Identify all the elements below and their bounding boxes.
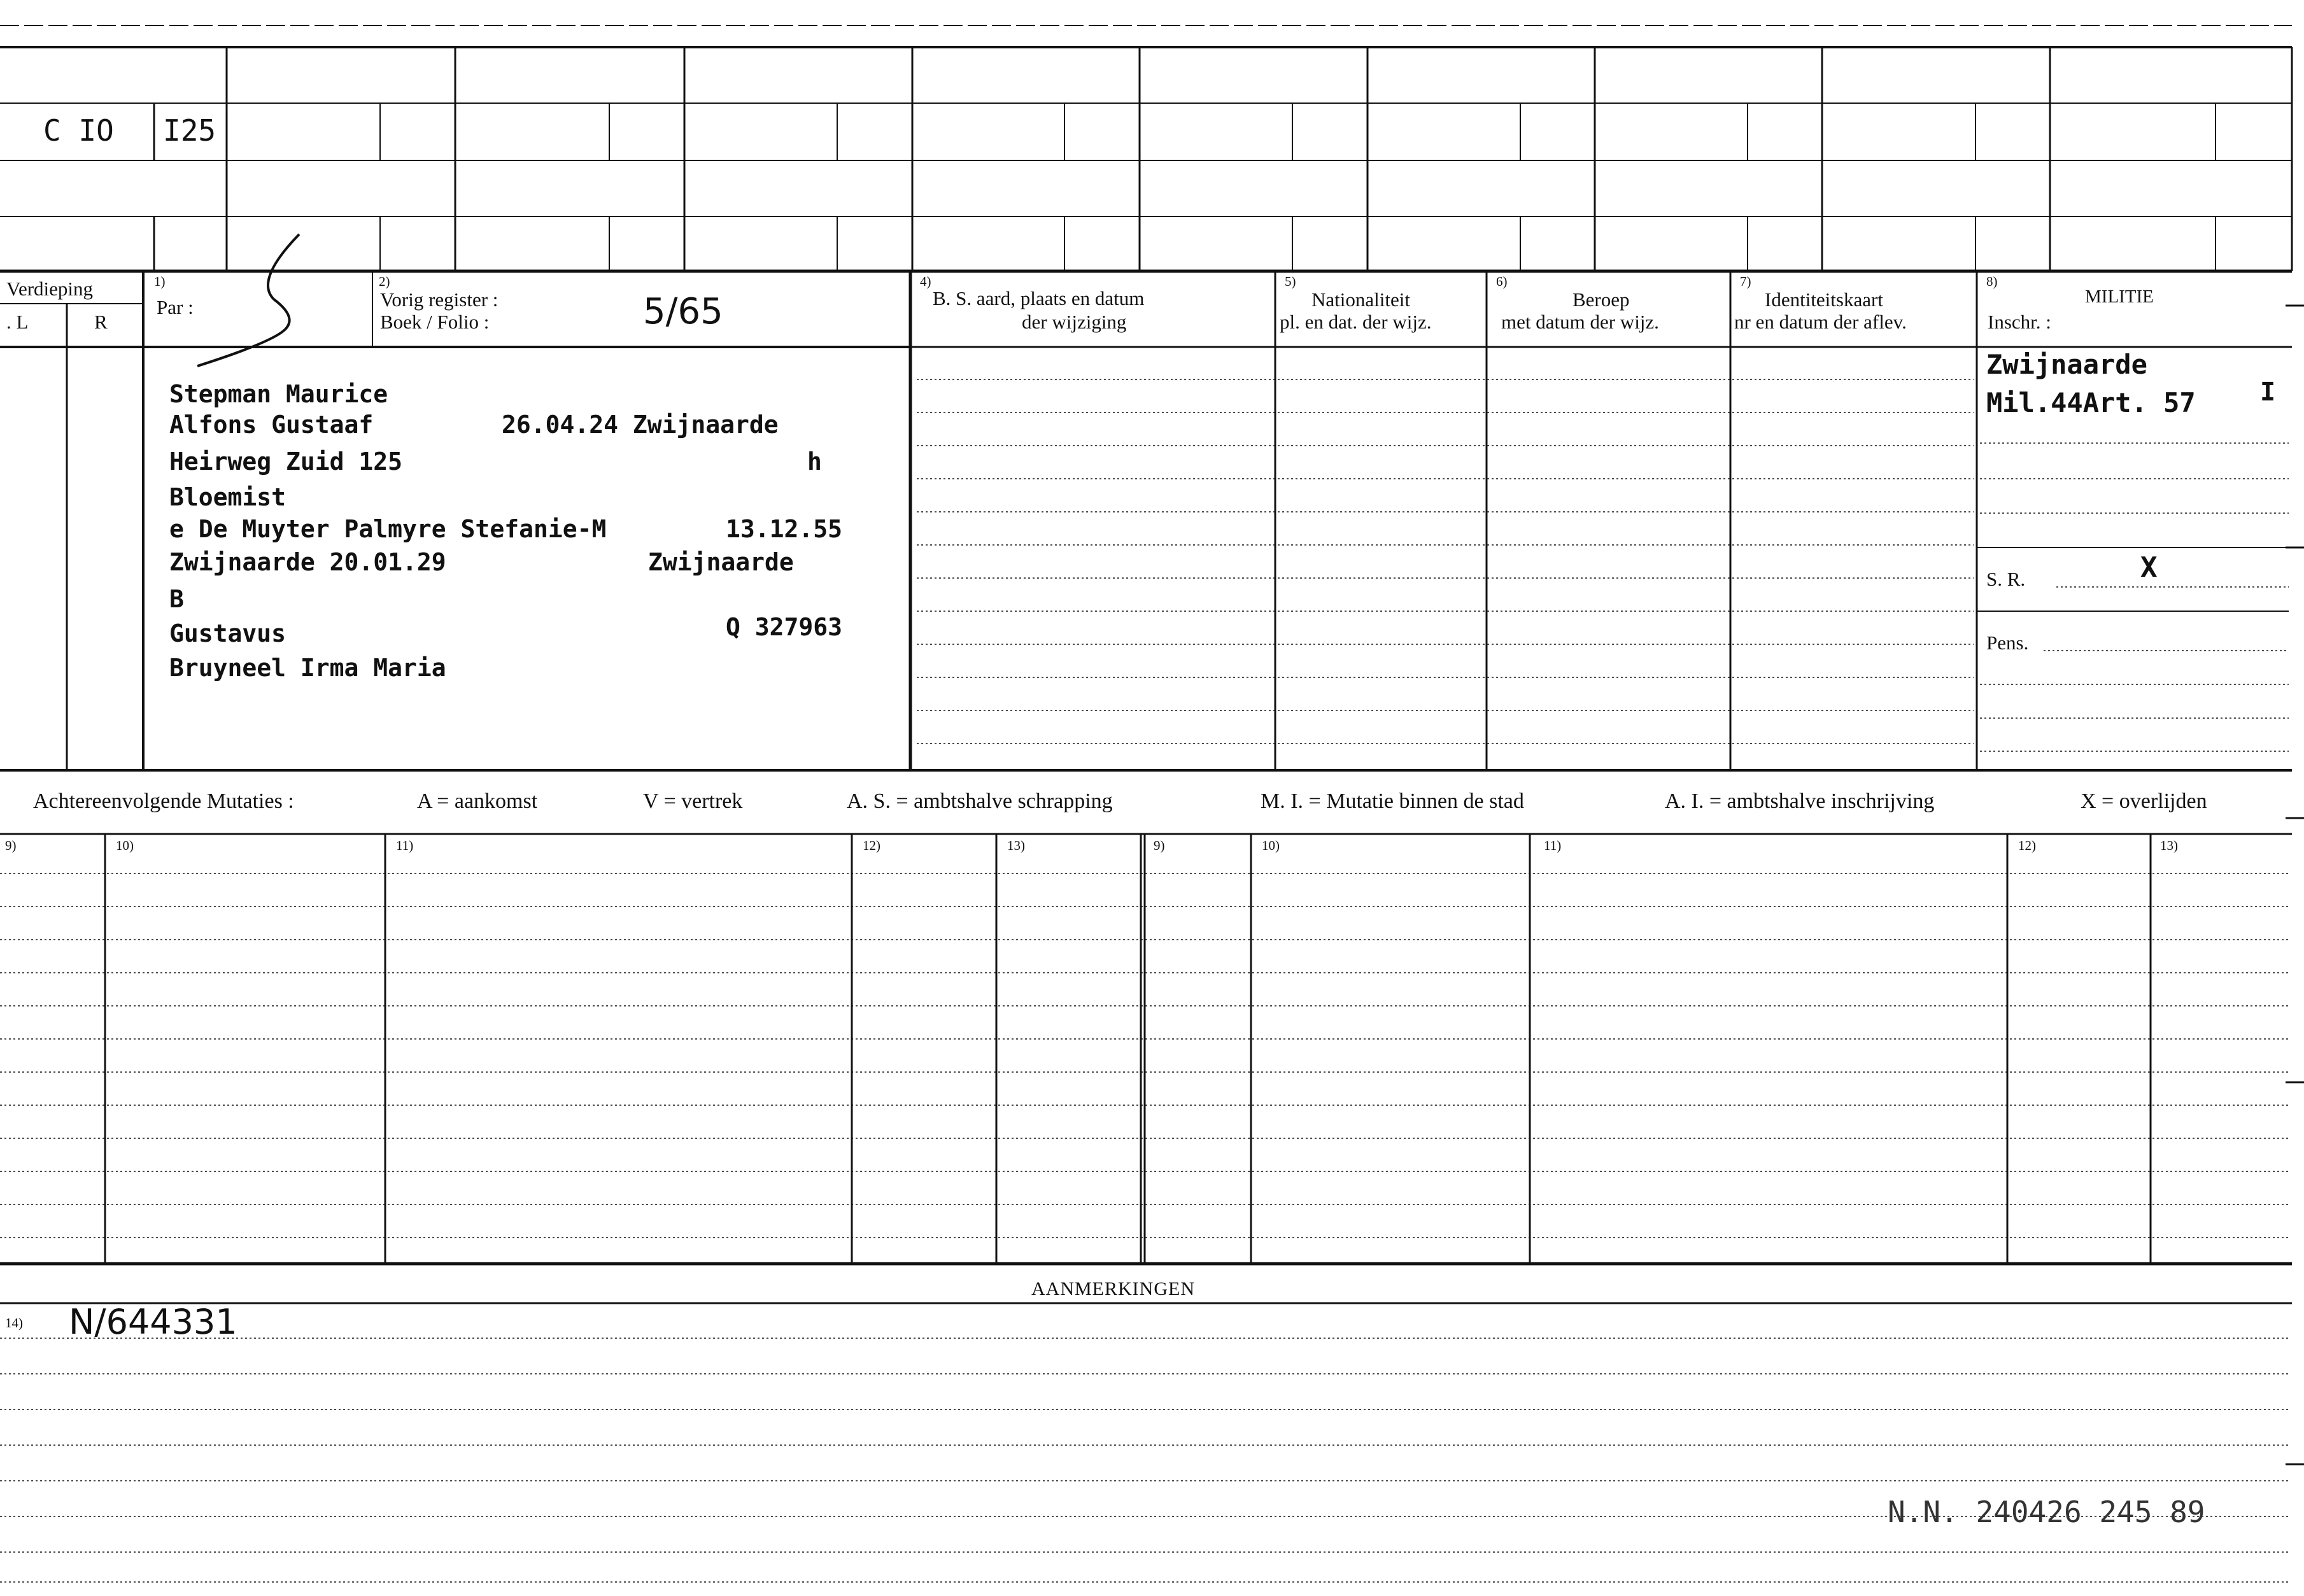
militie-reference: Mil.44Art. 57	[1986, 387, 2196, 418]
l-label: . L	[6, 311, 29, 333]
aanmerkingen-reference: N/644331	[69, 1302, 237, 1342]
sr-label: S. R.	[1986, 568, 2026, 590]
militie-header: MILITIE	[2085, 286, 2154, 307]
mutation-col-header: 10)	[116, 838, 134, 853]
par-label: Par :	[157, 296, 194, 318]
verdieping-label: Verdieping	[6, 278, 94, 300]
person-marriage-place: Zwijnaarde	[648, 548, 794, 576]
sr-mark: X	[2140, 551, 2158, 584]
legend-overlijden: X = overlijden	[2081, 789, 2207, 813]
col6-number: 6)	[1496, 274, 1508, 289]
col1-number: 1)	[154, 274, 166, 289]
r-label: R	[94, 311, 108, 333]
national-number: N.N. 240426 245 89	[1888, 1495, 2205, 1529]
person-id-number: Q 327963	[726, 613, 843, 641]
col5-number: 5)	[1285, 274, 1296, 289]
militie-roman: I	[2260, 378, 2276, 407]
col7-number: 7)	[1740, 274, 1751, 289]
index-number: I25	[163, 113, 216, 148]
col8-number: 8)	[1986, 274, 1998, 289]
person-spouse-birth: Zwijnaarde 20.01.29	[169, 548, 446, 576]
folio-value: 5/65	[643, 291, 723, 332]
bs-header-line1: B. S. aard, plaats en datum	[933, 287, 1145, 309]
person-mother: Bruyneel Irma Maria	[169, 654, 446, 682]
col4-number: 4)	[920, 274, 931, 289]
person-father: Gustavus	[169, 619, 286, 647]
person-nationality-code: B	[169, 585, 184, 613]
mutations-legend-title: Achtereenvolgende Mutaties :	[33, 789, 294, 813]
person-household-code: h	[807, 448, 822, 476]
col2-number: 2)	[379, 274, 390, 289]
mutation-col-header: 12)	[863, 838, 880, 853]
person-spouse: e De Muyter Palmyre Stefanie-M	[169, 515, 607, 543]
legend-ambtshalve-schrapping: A. S. = ambtshalve schrapping	[847, 789, 1113, 813]
person-address: Heirweg Zuid 125	[169, 448, 403, 476]
identiteitskaart-header-line1: Identiteitskaart	[1765, 288, 1883, 311]
identiteitskaart-header-line2: nr en datum der aflev.	[1734, 311, 1907, 333]
beroep-header-line1: Beroep	[1573, 288, 1630, 311]
mutation-col-header: 12)	[2018, 838, 2036, 853]
person-given-names: Alfons Gustaaf	[169, 411, 374, 439]
mutation-col-header: 13)	[1007, 838, 1025, 853]
legend-ambtshalve-inschrijving: A. I. = ambtshalve inschrijving	[1665, 789, 1935, 813]
bs-header-line2: der wijziging	[1022, 311, 1127, 333]
mutation-col-header: 13)	[2160, 838, 2178, 853]
mutation-col-header: 9)	[5, 838, 17, 853]
mutation-col-header: 11)	[396, 838, 414, 853]
aanmerkingen-number: 14)	[5, 1315, 23, 1331]
mutation-col-header: 10)	[1262, 838, 1280, 853]
inschr-label: Inschr. :	[1988, 311, 2051, 333]
legend-aankomst: A = aankomst	[417, 789, 538, 813]
person-occupation: Bloemist	[169, 483, 286, 511]
legend-vertrek: V = vertrek	[643, 789, 743, 813]
nationaliteit-header-line1: Nationaliteit	[1311, 288, 1410, 311]
person-surname-firstname: Stepman Maurice	[169, 380, 388, 408]
legend-mutatie-binnen-stad: M. I. = Mutatie binnen de stad	[1261, 789, 1524, 813]
nationaliteit-header-line2: pl. en dat. der wijz.	[1280, 311, 1432, 333]
pens-label: Pens.	[1986, 632, 2029, 654]
vorig-register-label: Vorig register :	[380, 288, 498, 311]
boek-folio-label: Boek / Folio :	[380, 311, 490, 333]
person-marriage-date: 13.12.55	[726, 515, 843, 543]
aanmerkingen-title: AANMERKINGEN	[1031, 1278, 1195, 1299]
person-birth-date-place: 26.04.24 Zwijnaarde	[502, 411, 779, 439]
mutation-col-header: 11)	[1544, 838, 1562, 853]
beroep-header-line2: met datum der wijz.	[1501, 311, 1659, 333]
mutation-col-header: 9)	[1154, 838, 1165, 853]
index-code: C IO	[43, 113, 114, 148]
militie-place: Zwijnaarde	[1986, 349, 2147, 380]
